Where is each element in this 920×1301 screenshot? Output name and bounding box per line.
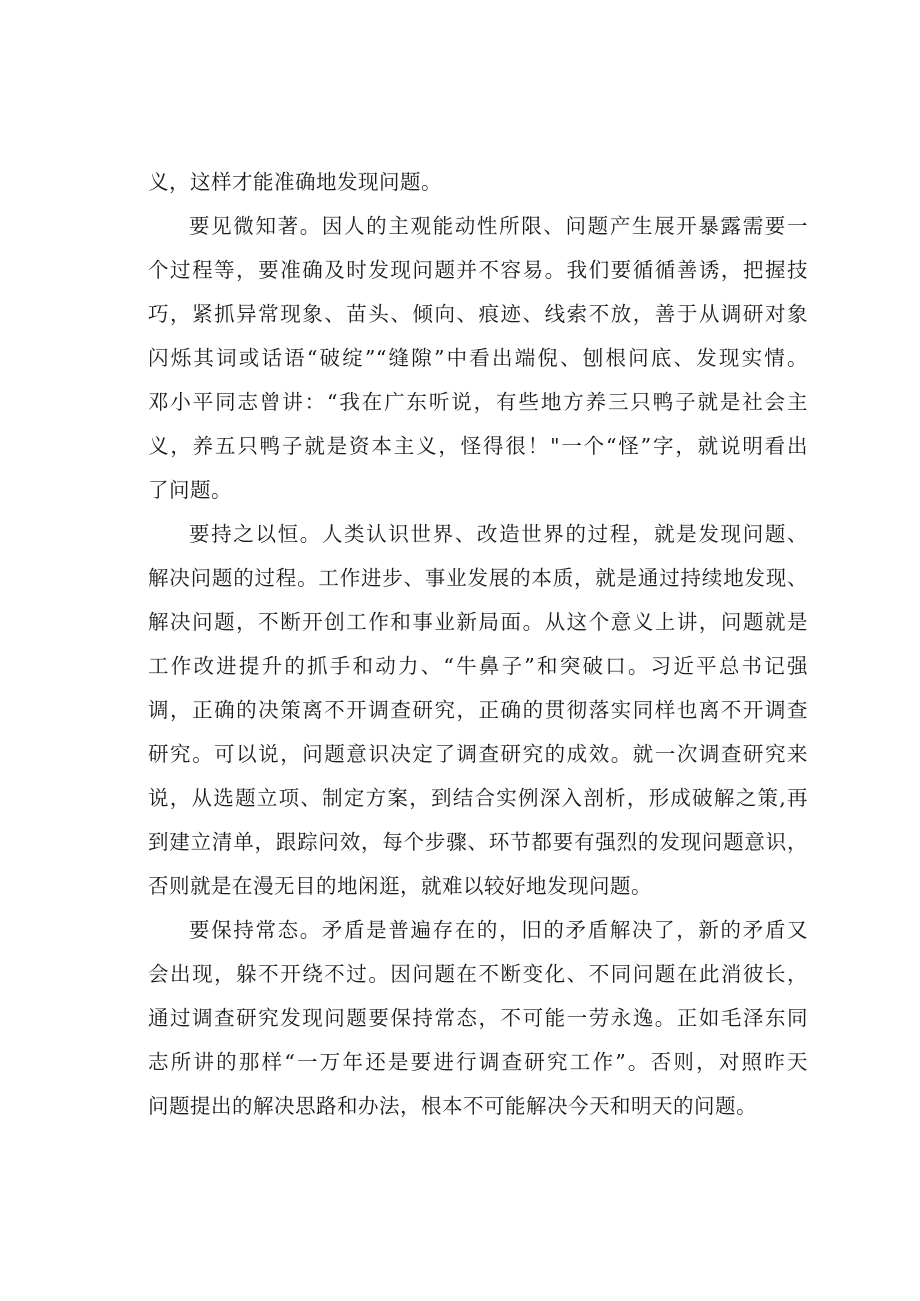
paragraph-start-line: 要持之以恒。人类认识世界、改造世界的过程，就是发现问题、 [189, 522, 808, 546]
text-line: 通过调查研究发现问题要保持常态，不可能一劳永逸。正如毛泽东同 [148, 1006, 808, 1030]
text-line: 志所讲的那样“一万年还是要进行调查研究工作”。否则，对照昨天 [148, 1050, 808, 1074]
text-line: 问题提出的解决思路和办法，根本不可能解决今天和明天的问题。 [148, 1094, 757, 1118]
text-line: 巧，紧抓异常现象、苗头、倾向、痕迹、线索不放，善于从调研对象 [148, 302, 808, 326]
text-line: 解决问题，不断开创工作和事业新局面。从这个意义上讲，问题就是 [148, 610, 808, 634]
text-line: 工作改进提升的抓手和动力、“牛鼻子”和突破口。习近平总书记强 [148, 654, 808, 678]
paragraph-start-line: 要见微知著。因人的主观能动性所限、问题产生展开暴露需要一 [189, 214, 808, 238]
text-line: 到建立清单，跟踪问效，每个步骤、环节都要有强烈的发现问题意识， [148, 830, 808, 854]
text-line: 调，正确的决策离不开调查研究，正确的贯彻落实同样也离不开调查 [148, 698, 808, 722]
text-line: 邓小平同志曾讲：“我在广东听说，有些地方养三只鸭子就是社会主 [148, 390, 808, 414]
text-line: 研究。可以说，问题意识决定了调查研究的成效。就一次调查研究来 [148, 742, 808, 766]
body-text [148, 160, 808, 1128]
paragraph-start-line: 要保持常态。矛盾是普遍存在的，旧的矛盾解决了，新的矛盾又 [189, 918, 808, 942]
text-line: 会出现，躲不开绕不过。因问题在不断变化、不同问题在此消彼长， [148, 962, 808, 986]
text-line: 闪烁其词或话语“破绽”“缝隙”中看出端倪、刨根问底、发现实情。 [148, 346, 808, 370]
text-line: 个过程等，要准确及时发现问题并不容易。我们要循循善诱，把握技 [148, 258, 808, 282]
text-line: 说，从选题立项、制定方案，到结合实例深入剖析，形成破解之策,再 [148, 786, 808, 810]
text-line: 解决问题的过程。工作进步、事业发展的本质，就是通过持续地发现、 [148, 566, 808, 590]
text-line: 义，养五只鸭子就是资本主义，怪得很！"一个“怪”字，就说明看出 [148, 434, 808, 458]
text-line: 义，这样才能准确地发现问题。 [148, 170, 442, 194]
text-line: 了问题。 [148, 478, 232, 502]
text-line: 否则就是在漫无目的地闲逛，就难以较好地发现问题。 [148, 874, 652, 898]
